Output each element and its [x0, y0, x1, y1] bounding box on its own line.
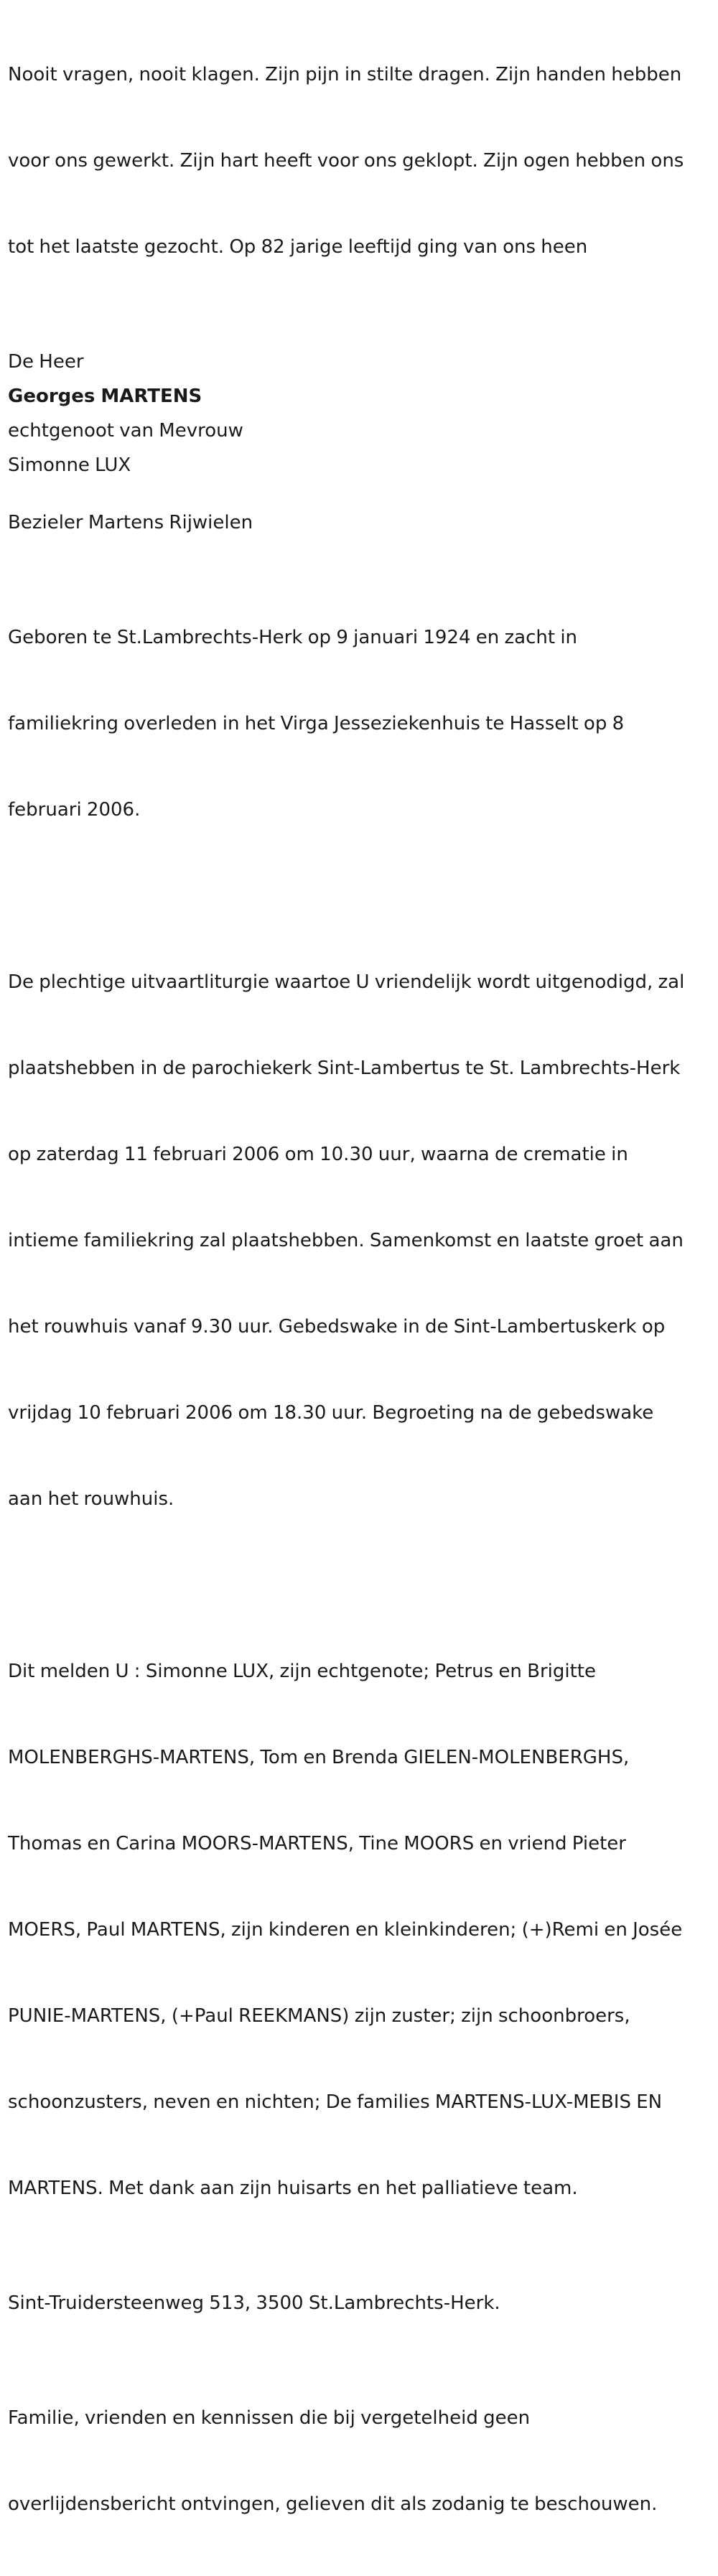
intro-line: tot het laatste gezocht. Op 82 jarige leeftijd ging van ons heen: [8, 236, 588, 258]
intro-line: Nooit vragen, nooit klagen. Zijn pijn in stilte dragen. Zijn handen hebben: [8, 64, 682, 85]
ceremony-line: plaatshebben in de parochiekerk Sint-Lambertus te St. Lambrechts-Herk: [8, 1058, 681, 1079]
ceremony-line: op zaterdag 11 februari 2006 om 10.30 uur, waarna de crematie in: [8, 1144, 628, 1165]
closing-line: Familie, vrienden en kennissen die bij vergetelheid geen: [8, 2407, 531, 2429]
ceremony-line: intieme familiekring zal plaatshebben. Samenkomst en laatste groet aan: [8, 1230, 684, 1251]
intro-paragraph: [8, 0, 712, 319]
role-line: Bezieler Martens Rijwielen: [8, 512, 253, 533]
family-line: PUNIE-MARTENS, (+Paul REEKMANS) zijn zuster; zijn schoonbroers,: [8, 2005, 630, 2027]
birth-paragraph: [8, 566, 712, 882]
ceremony-line: aan het rouwhuis.: [8, 1488, 174, 1510]
closing-line: overlijdensbericht ontvingen, gelieven dit als zodanig te beschouwen.: [8, 2493, 658, 2515]
family-line: MOERS, Paul MARTENS, zijn kinderen en kleinkinderen; (+)Remi en Josée: [8, 1919, 683, 1941]
spouse-label: echtgenoot van Mevrouw: [8, 420, 243, 442]
closing-paragraph: [8, 2346, 712, 2576]
birth-line: februari 2006.: [8, 799, 141, 821]
family-line: MOLENBERGHS-MARTENS, Tom en Brenda GIELEN-MOLENBERGHS,: [8, 1747, 630, 1768]
ceremony-paragraph: [8, 910, 712, 1571]
ceremony-line: De plechtige uitvaartliturgie waartoe U vriendelijk wordt uitgenodigd, zal: [8, 971, 685, 993]
deceased-name: Georges MARTENS: [8, 386, 202, 407]
family-line: schoonzusters, neven en nichten; De families MARTENS-LUX-MEBIS EN: [8, 2091, 663, 2113]
family-line: Dit melden U : Simonne LUX, zijn echtgenote; Petrus en Brigitte: [8, 1661, 596, 1682]
obituary-document: [8, 0, 712, 2576]
spouse-name: Simonne LUX: [8, 454, 131, 476]
birth-line: familiekring overleden in het Virga Jesseziekenhuis te Hasselt op 8: [8, 713, 625, 734]
family-line: Thomas en Carina MOORS-MARTENS, Tine MOORS en vriend Pieter: [8, 1833, 626, 1854]
birth-line: Geboren te St.Lambrechts-Herk op 9 januari 1924 en zacht in: [8, 627, 578, 648]
intro-line: voor ons gewerkt. Zijn hart heeft voor ons geklopt. Zijn ogen hebben ons: [8, 150, 684, 172]
title-line: De Heer: [8, 351, 84, 373]
ceremony-line: het rouwhuis vanaf 9.30 uur. Gebedswake in de Sint-Lambertuskerk op: [8, 1316, 666, 1338]
ceremony-line: vrijdag 10 februari 2006 om 18.30 uur. Begroeting na de gebedswake: [8, 1402, 654, 1424]
family-paragraph: [8, 1600, 712, 2260]
address-line: Sint-Truidersteenweg 513, 3500 St.Lambrechts-Herk.: [8, 2292, 500, 2314]
family-line: MARTENS. Met dank aan zijn huisarts en het palliatieve team.: [8, 2178, 578, 2199]
